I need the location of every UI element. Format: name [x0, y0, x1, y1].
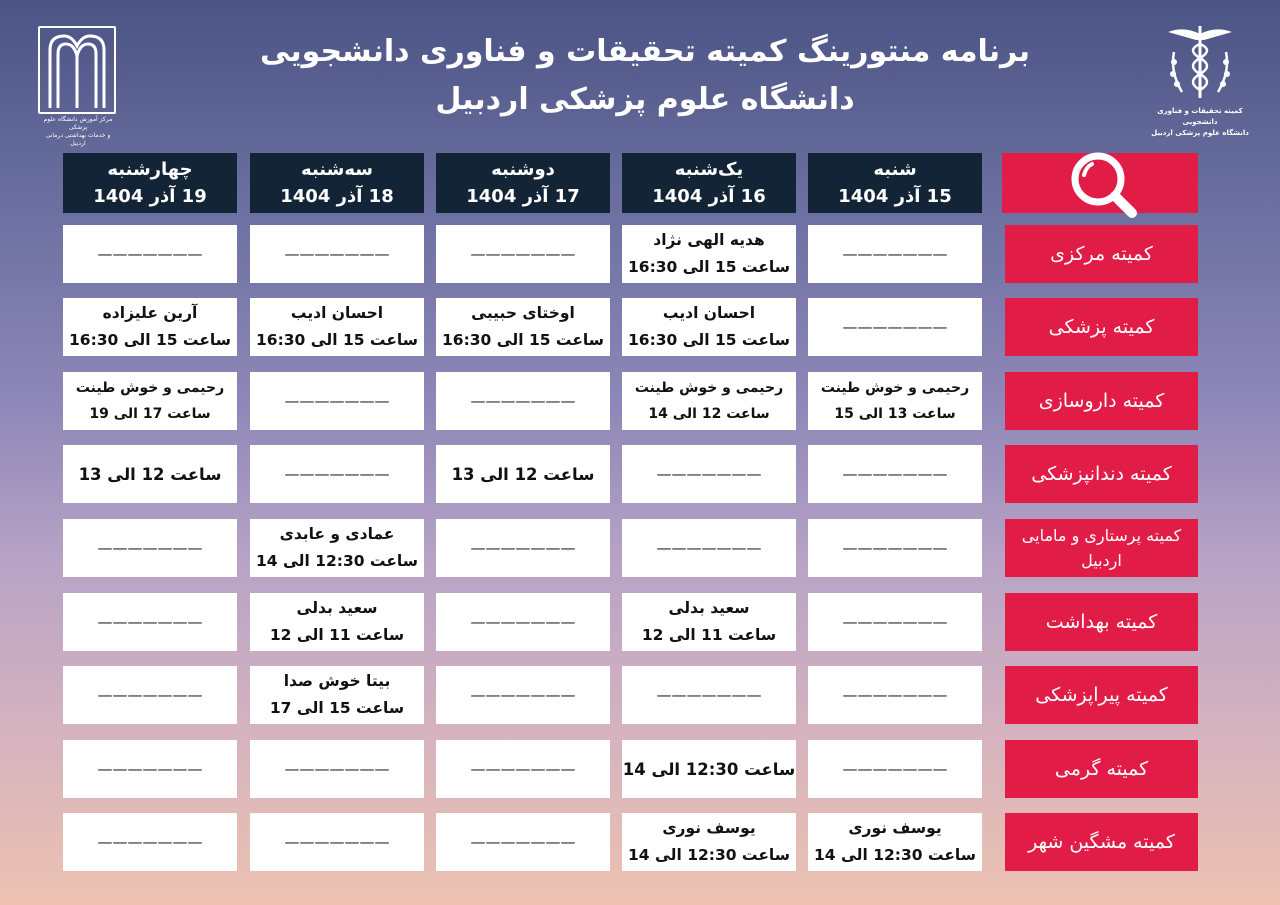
day-header [250, 153, 424, 213]
mentor-name: احسان ادیب [290, 304, 384, 322]
time-slot: ساعت 15 الی 17 [269, 699, 405, 717]
empty-slot-dash: ——————— [97, 612, 203, 631]
search-header-cell [1002, 153, 1198, 213]
time-slot: ساعت 15 الی 16:30 [628, 258, 790, 276]
committee-label: کمیته داروسازی [1005, 372, 1198, 430]
schedule-cell [63, 298, 237, 356]
schedule-cell [808, 740, 982, 798]
schedule-cell [622, 666, 796, 724]
empty-slot-dash: ——————— [97, 685, 203, 704]
schedule-cell [622, 445, 796, 503]
schedule-cell [622, 519, 796, 577]
schedule-cell [436, 445, 610, 503]
schedule-cell [436, 225, 610, 283]
committee-label: کمیته بهداشت [1005, 593, 1198, 651]
schedule-cell [250, 813, 424, 871]
day-header [622, 153, 796, 213]
committee-label: کمیته پرستاری و مامایی اردبیل [1005, 519, 1198, 577]
empty-slot-dash: ——————— [97, 832, 203, 851]
day-header [436, 153, 610, 213]
empty-slot-dash: ——————— [284, 832, 390, 851]
time-slot: ساعت 12:30 الی 14 [628, 846, 790, 864]
mentor-name: بیتا خوش صدا [283, 672, 391, 690]
empty-slot-dash: ——————— [97, 538, 203, 557]
schedule-cell [808, 372, 982, 430]
empty-slot-dash: ——————— [842, 759, 948, 778]
schedule-cell [808, 666, 982, 724]
schedule-cell [436, 740, 610, 798]
empty-slot-dash: ——————— [284, 464, 390, 483]
empty-slot-dash: ——————— [842, 612, 948, 631]
book-emblem-icon [38, 26, 116, 114]
time-slot: ساعت 12:30 الی 14 [256, 552, 418, 570]
day-name: شنبه [873, 159, 917, 180]
time-slot: ساعت 12 الی 13 [451, 464, 595, 484]
day-date: 19 آذر 1404 [93, 186, 207, 207]
mentor-name: یوسف نوری [848, 819, 942, 837]
time-slot: ساعت 11 الی 12 [269, 626, 405, 644]
empty-slot-dash: ——————— [842, 317, 948, 336]
university-logo [38, 26, 118, 147]
committee-logo [1148, 22, 1252, 137]
committee-label: کمیته پزشکی [1005, 298, 1198, 356]
mentor-name: احسان ادیب [662, 304, 756, 322]
empty-slot-dash: ——————— [470, 612, 576, 631]
empty-slot-dash: ——————— [656, 538, 762, 557]
title-line-2: دانشگاه علوم پزشکی اردبیل [435, 82, 855, 117]
empty-slot-dash: ——————— [97, 244, 203, 263]
day-date: 17 آذر 1404 [466, 186, 580, 207]
schedule-cell [622, 372, 796, 430]
committee-label: کمیته دندانپزشکی [1005, 445, 1198, 503]
day-name: سه‌شنبه [301, 159, 373, 180]
time-slot: ساعت 12 الی 13 [78, 464, 222, 484]
empty-slot-dash: ——————— [470, 391, 576, 410]
schedule-cell [250, 593, 424, 651]
empty-slot-dash: ——————— [470, 832, 576, 851]
schedule-cell [436, 298, 610, 356]
schedule-cell [808, 519, 982, 577]
committee-logo-caption: کمیته تحقیقات و فناوری دانشجویی دانشگاه علوم پزشکی اردبیل [1151, 107, 1249, 137]
schedule-cell [250, 225, 424, 283]
schedule-cell [250, 372, 424, 430]
time-slot: ساعت 13 الی 15 [834, 406, 956, 422]
schedule-cell [63, 519, 237, 577]
mentor-name: رحیمی و خوش طینت [820, 380, 970, 396]
schedule-cell [436, 813, 610, 871]
schedule-cell [808, 225, 982, 283]
schedule-cell [63, 372, 237, 430]
empty-slot-dash: ——————— [470, 538, 576, 557]
magnifier-icon [1064, 145, 1144, 225]
empty-slot-dash: ——————— [284, 391, 390, 410]
committee-label: کمیته پیراپزشکی [1005, 666, 1198, 724]
schedule-cell [436, 593, 610, 651]
empty-slot-dash: ——————— [470, 244, 576, 263]
empty-slot-dash: ——————— [842, 464, 948, 483]
empty-slot-dash: ——————— [656, 464, 762, 483]
empty-slot-dash: ——————— [656, 685, 762, 704]
committee-label: کمیته مرکزی [1005, 225, 1198, 283]
empty-slot-dash: ——————— [97, 759, 203, 778]
mentor-name: اوختای حبیبی [471, 304, 575, 322]
day-name: یک‌شنبه [674, 159, 744, 180]
time-slot: ساعت 12:30 الی 14 [814, 846, 976, 864]
mentor-name: یوسف نوری [662, 819, 756, 837]
committee-label: کمیته مشگین شهر [1005, 813, 1198, 871]
empty-slot-dash: ——————— [842, 244, 948, 263]
schedule-cell [250, 445, 424, 503]
schedule-cell [436, 666, 610, 724]
page-title [230, 28, 1060, 124]
schedule-cell [808, 445, 982, 503]
university-logo-caption: مرکز آموزش دانشگاه علوم پزشکی و خدمات بهداشتی درمانی اردبیل [43, 116, 113, 147]
schedule-cell [622, 298, 796, 356]
schedule-cell [63, 593, 237, 651]
day-header [808, 153, 982, 213]
schedule-cell [250, 298, 424, 356]
caduceus-icon [1160, 22, 1240, 102]
mentor-name: عمادی و عابدی [279, 525, 395, 543]
day-name: دوشنبه [491, 159, 555, 180]
time-slot: ساعت 15 الی 16:30 [69, 331, 231, 349]
schedule-cell [250, 666, 424, 724]
committee-label: کمیته گرمی [1005, 740, 1198, 798]
time-slot: ساعت 12:30 الی 14 [622, 759, 796, 779]
schedule-cell [63, 740, 237, 798]
time-slot: ساعت 15 الی 16:30 [442, 331, 604, 349]
mentor-name: سعید بدلی [668, 599, 750, 617]
schedule-cell [436, 519, 610, 577]
schedule-cell [250, 519, 424, 577]
title-line-1: برنامه منتورینگ کمیته تحقیقات و فناوری دانشجویی [260, 34, 1030, 69]
schedule-cell [622, 740, 796, 798]
empty-slot-dash: ——————— [470, 759, 576, 778]
empty-slot-dash: ——————— [470, 685, 576, 704]
mentor-name: سعید بدلی [296, 599, 378, 617]
time-slot: ساعت 11 الی 12 [641, 626, 777, 644]
empty-slot-dash: ——————— [284, 759, 390, 778]
schedule-cell [808, 298, 982, 356]
schedule-cell [63, 813, 237, 871]
day-date: 16 آذر 1404 [652, 186, 766, 207]
schedule-cell [63, 445, 237, 503]
day-name: چهارشنبه [107, 159, 193, 180]
schedule-cell [808, 813, 982, 871]
mentor-name: رحیمی و خوش طینت [75, 380, 225, 396]
mentor-name: رحیمی و خوش طینت [634, 380, 784, 396]
schedule-cell [436, 372, 610, 430]
time-slot: ساعت 15 الی 16:30 [628, 331, 790, 349]
schedule-cell [808, 593, 982, 651]
schedule-cell [63, 666, 237, 724]
day-date: 18 آذر 1404 [280, 186, 394, 207]
empty-slot-dash: ——————— [284, 244, 390, 263]
schedule-cell [250, 740, 424, 798]
mentor-name: هدیه الهی نژاد [653, 231, 765, 249]
time-slot: ساعت 12 الی 14 [648, 406, 770, 422]
day-date: 15 آذر 1404 [838, 186, 952, 207]
schedule-cell [622, 225, 796, 283]
schedule-cell [622, 813, 796, 871]
time-slot: ساعت 15 الی 16:30 [256, 331, 418, 349]
schedule-cell [63, 225, 237, 283]
empty-slot-dash: ——————— [842, 538, 948, 557]
time-slot: ساعت 17 الی 19 [89, 406, 211, 422]
schedule-cell [622, 593, 796, 651]
mentor-name: آرین علیزاده [102, 304, 198, 322]
empty-slot-dash: ——————— [842, 685, 948, 704]
day-header [63, 153, 237, 213]
